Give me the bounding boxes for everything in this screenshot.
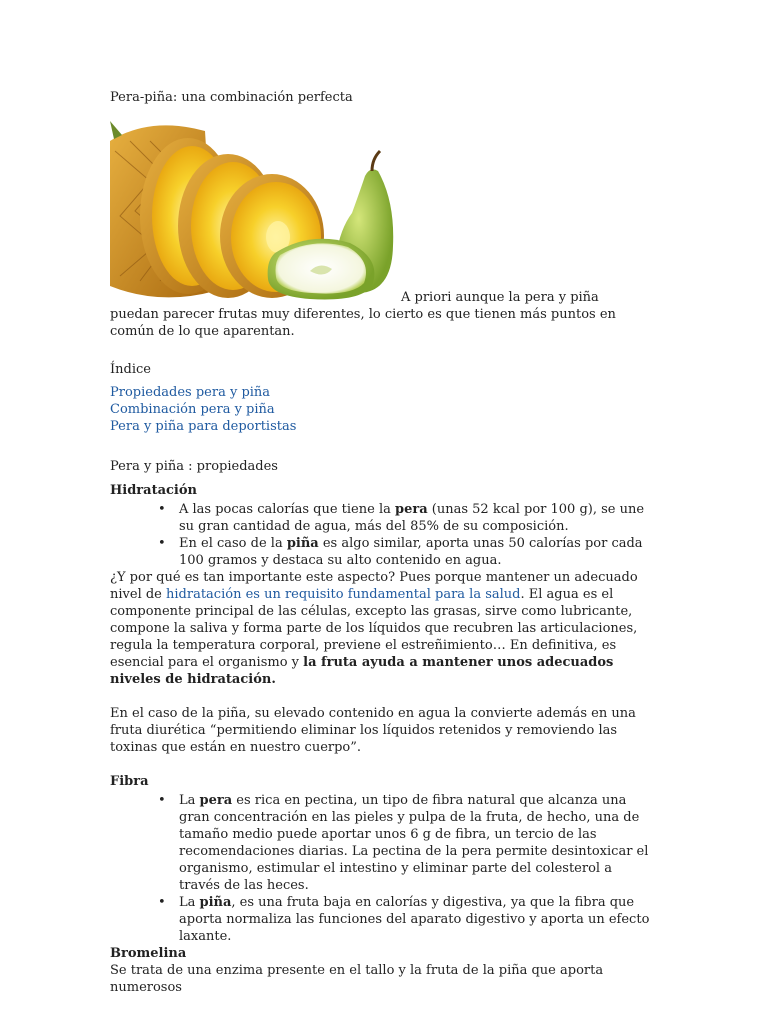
diuretic-paragraph: En el caso de la piña, su elevado contenido en agua la convierte además en una fruta diurética “permitiendo eliminar los líquidos retenidos y removiendo las toxinas que están en nuestro cuerpo”. [110, 706, 636, 755]
list-item: • La pera es rica en pectina, un tipo de fibra natural que alcanza una gran concentración en las pieles y pulpa de la fruta, de hecho, una de tamaño medio puede aportar unos 6 g de fibra, un tercio de las recomendaciones diarias. La pectina de la pera permite desintoxicar el organismo, estimular el intestino y eliminar parte del colesterol a través de las heces. [158, 793, 649, 893]
hydration-link[interactable]: hidratación es un requisito fundamental para la salud [166, 587, 521, 602]
index-link-combinacion[interactable]: Combinación pera y piña [110, 402, 275, 417]
hydration-paragraph: ¿Y por qué es tan importante este aspecto? Pues porque mantener un adecuado nivel de hidratación es un requisito fundamental para la salud. El agua es el componente principal de las células, excepto las grasas, sirve como lubricante, compone la saliva y forma parte de los líquidos que recubren las articulaciones, regula la temperatura corporal, previene el estreñimiento… En definitiva, es esencial para el organismo y la fruta ayuda a mantener unos adecuados niveles de hidratación. [110, 570, 638, 687]
fiber-heading: Fibra [110, 774, 149, 789]
index-list [110, 384, 296, 435]
pineapple-pear-image [110, 121, 399, 302]
fruit-illustration [110, 121, 399, 302]
list-item: • La piña, es una fruta baja en calorías y digestiva, ya que la fibra que aporta normaliza las funciones del aparato digestivo y aporta un efecto laxante. [158, 895, 650, 944]
fiber-list [110, 792, 655, 945]
article-content [110, 482, 655, 996]
hydration-heading: Hidratación [110, 483, 197, 498]
bromelain-heading: Bromelina [110, 946, 187, 961]
intro-paragraph [110, 289, 650, 340]
index-item [110, 418, 296, 435]
list-item: • En el caso de la piña es algo similar, aporta unas 50 calorías por cada 100 gramos y destaca su alto contenido en agua. [158, 536, 643, 568]
index-item [110, 384, 296, 401]
bullet: • [158, 502, 166, 517]
index-link-deportistas[interactable]: Pera y piña para deportistas [110, 419, 297, 434]
bromelain-paragraph: Se trata de una enzima presente en el tallo y la fruta de la piña que aporta numerosos [110, 963, 604, 995]
intro-text: A priori aunque la pera y piña puedan parecer frutas muy diferentes, lo cierto es que tienen más puntos en común de lo que aparentan. [110, 290, 616, 339]
index-title: Índice [110, 362, 151, 377]
index-link-propiedades[interactable]: Propiedades pera y piña [110, 385, 271, 400]
bullet: • [158, 793, 166, 808]
bullet: • [158, 895, 166, 910]
bullet: • [158, 536, 166, 551]
list-item: • A las pocas calorías que tiene la pera (unas 52 kcal por 100 g), se une su gran cantidad de agua, más del 85% de su composición. [158, 502, 645, 534]
index-item [110, 401, 296, 418]
page-title: Pera-piña: una combinación perfecta [110, 90, 353, 105]
hydration-list [110, 501, 655, 569]
section-title: Pera y piña : propiedades [110, 459, 278, 474]
pear-stem [372, 151, 380, 171]
